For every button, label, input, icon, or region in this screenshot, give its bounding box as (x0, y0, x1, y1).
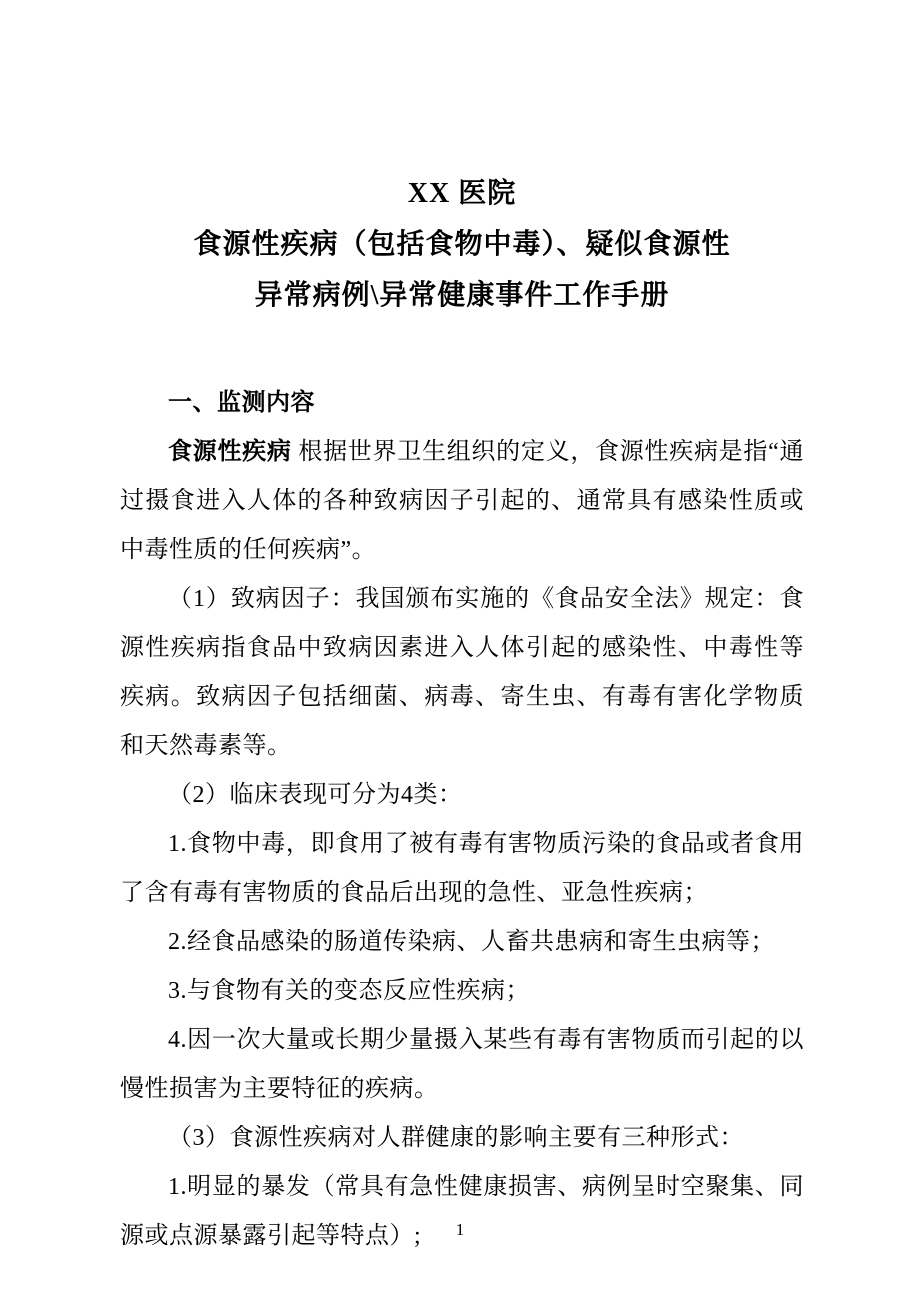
paragraph-category-1: 1.食物中毒，即食用了被有毒有害物质污染的食品或者食用了含有毒有害物质的食品后出现的急性、亚急性疾病； (120, 831, 804, 906)
paragraph-impact-form-1: 1.明显的暴发（常具有急性健康损害、病例呈时空聚集、同源或点源暴露引起等特点）; (120, 1174, 804, 1249)
doc-title-line-1: XX 医院 (407, 178, 517, 209)
document-body (120, 379, 804, 1261)
paragraph-category-2: 2.经食品感染的肠道传染病、人畜共患病和寄生虫病等； (168, 929, 775, 955)
paragraph-health-impact: （3）食源性疾病对人群健康的影响主要有三种形式： (168, 1125, 744, 1151)
paragraph-clinical-categories: （2）临床表现可分为4类： (168, 782, 463, 808)
paragraph-category-3: 3.与食物有关的变态反应性疾病； (168, 978, 530, 1004)
document-title-block (120, 168, 804, 321)
page-number: 1 (455, 1220, 465, 1239)
paragraph-pathogenic-factors: （1）致病因子：我国颁布实施的《食品安全法》规定：食源性疾病指食品中致病因素进入人体引起的感染性、中毒性等疾病。致病因子包括细菌、病毒、寄生虫、有毒有害化学物质和天然毒素等。 (120, 586, 804, 759)
section-heading: 一、监测内容 (168, 390, 315, 416)
paragraph-definition (120, 428, 804, 575)
definition-term: 食源性疾病 (168, 439, 292, 465)
doc-title-line-3: 异常病例\异常健康事件工作手册 (254, 280, 670, 311)
definition-text: 根据世界卫生组织的定义，食源性疾病是指“通过摄食进入人体的各种致病因子引起的、通常具有感染性质或中毒性质的任何疾病”。 (120, 439, 804, 563)
doc-title-line-2: 食源性疾病（包括食物中毒）、疑似食源性 (193, 229, 731, 260)
paragraph-category-4: 4.因一次大量或长期少量摄入某些有毒有害物质而引起的以慢性损害为主要特征的疾病。 (120, 1027, 804, 1102)
